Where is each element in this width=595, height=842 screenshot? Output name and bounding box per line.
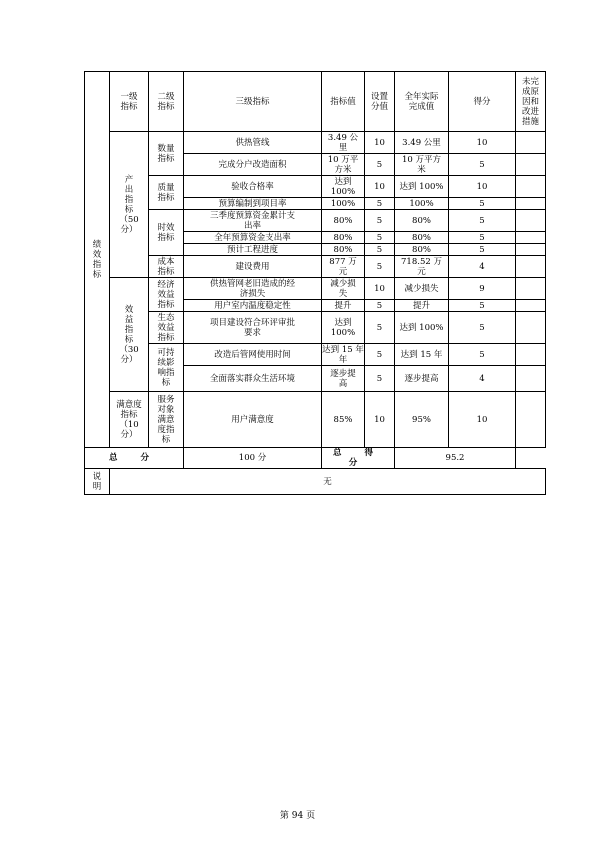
table-row (85, 210, 546, 232)
row-reason (516, 344, 546, 366)
row-weight: 10 (365, 132, 395, 154)
row-name: 全面落实群众生活环境 (184, 366, 322, 392)
row-score: 10 (449, 132, 516, 154)
row-target: 877 万 元 (322, 256, 365, 278)
header-row (85, 72, 546, 132)
row-score: 9 (449, 278, 516, 300)
row-weight: 5 (365, 154, 395, 176)
page-number: 第 94 页 (279, 811, 316, 821)
level1-output: 产 出 指 标 （50 分） (110, 132, 149, 278)
row-weight: 5 (365, 312, 395, 344)
row-score: 5 (449, 300, 516, 312)
row-target: 80% (322, 210, 365, 232)
level2-service-target: 服务 对象 满意 度指 标 (149, 392, 184, 448)
table-row (85, 392, 546, 448)
row-reason (516, 198, 546, 210)
row-reason (516, 300, 546, 312)
table-row (85, 132, 546, 154)
row-reason (516, 244, 546, 256)
row-actual: 80% (395, 210, 449, 232)
row-score: 10 (449, 176, 516, 198)
row-score: 5 (449, 210, 516, 232)
row-name: 改造后管网使用时间 (184, 344, 322, 366)
row-target: 10 万平 方米 (322, 154, 365, 176)
level2-sustainable: 可持 续影 响指 标 (149, 344, 184, 392)
header-score: 得分 (449, 72, 516, 132)
row-name: 用户室内温度稳定性 (184, 300, 322, 312)
row-actual: 10 万平方 米 (395, 154, 449, 176)
row-actual: 80% (395, 244, 449, 256)
row-actual: 3.49 公里 (395, 132, 449, 154)
row-target: 达到 100% (322, 312, 365, 344)
row-target: 提升 (322, 300, 365, 312)
row-actual: 达到 15 年 (395, 344, 449, 366)
row-name: 完成分户改造面积 (184, 154, 322, 176)
row-target: 逐步提 高 (322, 366, 365, 392)
row-actual: 80% (395, 232, 449, 244)
total-row (85, 448, 546, 469)
row-target: 达到 15 年 年 (322, 344, 364, 365)
row-actual: 718.52 万 元 (395, 256, 449, 278)
header-level2: 二级 指标 (149, 72, 184, 132)
row-name: 全年预算资金支出率 (184, 232, 322, 244)
row-name: 项目建设符合环评审批 要求 (184, 312, 322, 344)
table-row (85, 344, 546, 366)
table-row (85, 176, 546, 198)
row-score: 4 (449, 366, 516, 392)
header-reason: 未完 成原 因和 改进 措施 (516, 72, 546, 132)
row-actual: 逐步提高 (395, 366, 449, 392)
row-weight: 5 (365, 210, 395, 232)
row-name: 预计工程进度 (184, 244, 322, 256)
row-actual: 达到 100% (395, 176, 449, 198)
header-set-score: 设置 分值 (365, 72, 395, 132)
row-name: 供热管线 (184, 132, 322, 154)
header-index-value: 指标值 (322, 72, 365, 132)
row-target: 80% (322, 244, 365, 256)
level2-cost: 成本 指标 (149, 256, 184, 278)
total-score: 95.2 (395, 448, 516, 469)
level2-quality: 质量 指标 (149, 176, 184, 210)
row-target: 85% (322, 392, 365, 448)
row-reason (516, 232, 546, 244)
row-name: 建设费用 (184, 256, 322, 278)
row-reason (516, 176, 546, 198)
performance-table (84, 71, 546, 495)
row-reason (516, 312, 546, 344)
row-reason (516, 256, 546, 278)
row-target: 达到 100% (322, 176, 365, 198)
row-actual: 减少损失 (395, 278, 449, 300)
table-row (85, 256, 546, 278)
row-name: 预算编制到项目率 (184, 198, 322, 210)
note-label: 说 明 (85, 469, 110, 495)
level1-satisfaction: 满意度 指标 （10 分） (110, 392, 149, 448)
note-row (85, 469, 546, 495)
row-weight: 5 (365, 300, 395, 312)
total-score-label: 总 得 分 (322, 448, 395, 469)
row-weight: 5 (365, 366, 395, 392)
table-row (85, 278, 546, 300)
row-weight: 10 (365, 278, 395, 300)
row-reason (516, 278, 546, 300)
level2-timeliness: 时效 指标 (149, 210, 184, 256)
table-row (85, 312, 546, 344)
row-score: 5 (449, 232, 516, 244)
row-actual: 达到 100% (395, 312, 449, 344)
row-score: 5 (449, 154, 516, 176)
row-score: 5 (449, 312, 516, 344)
row-name: 用户满意度 (184, 392, 322, 448)
row-target: 减少损 失 (322, 278, 365, 300)
row-target: 80% (322, 232, 365, 244)
row-weight: 5 (365, 244, 395, 256)
row-weight: 10 (365, 176, 395, 198)
row-weight: 5 (365, 198, 395, 210)
header-actual: 全年实际 完成值 (395, 72, 449, 132)
row-score: 5 (449, 198, 516, 210)
row-weight: 5 (365, 344, 395, 366)
level2-ecological: 生态 效益 指标 (149, 312, 184, 344)
header-level1: 一级 指标 (110, 72, 149, 132)
row-actual: 提升 (395, 300, 449, 312)
row-reason (516, 210, 546, 232)
header-level3: 三级指标 (184, 72, 322, 132)
row-actual: 100% (395, 198, 449, 210)
row-target: 100% (322, 198, 365, 210)
row-name: 三季度预算资金累计支 出率 (184, 210, 322, 232)
row-reason (516, 366, 546, 392)
row-weight: 5 (365, 256, 395, 278)
row-score: 5 (449, 244, 516, 256)
row-weight: 5 (365, 232, 395, 244)
level2-economic: 经济 效益 指标 (149, 278, 184, 312)
row-target: 3.49 公 里 (322, 132, 365, 154)
row-reason (516, 392, 546, 448)
total-weight: 100 分 (184, 448, 322, 469)
row-reason (516, 132, 546, 154)
row-score: 5 (449, 344, 516, 366)
section-label: 绩 效 指 标 (85, 72, 110, 448)
total-label: 总 分 (85, 448, 184, 469)
row-score: 10 (449, 392, 516, 448)
level1-benefit: 效 益 指 标 （30 分） (110, 278, 149, 392)
note-text: 无 (110, 469, 546, 495)
level2-quantity: 数量 指标 (149, 132, 184, 176)
row-name: 验收合格率 (184, 176, 322, 198)
row-weight: 10 (365, 392, 395, 448)
row-score: 4 (449, 256, 516, 278)
row-actual: 95% (395, 392, 449, 448)
row-name: 供热管网老旧造成的经 济损失 (184, 278, 322, 300)
row-reason (516, 154, 546, 176)
